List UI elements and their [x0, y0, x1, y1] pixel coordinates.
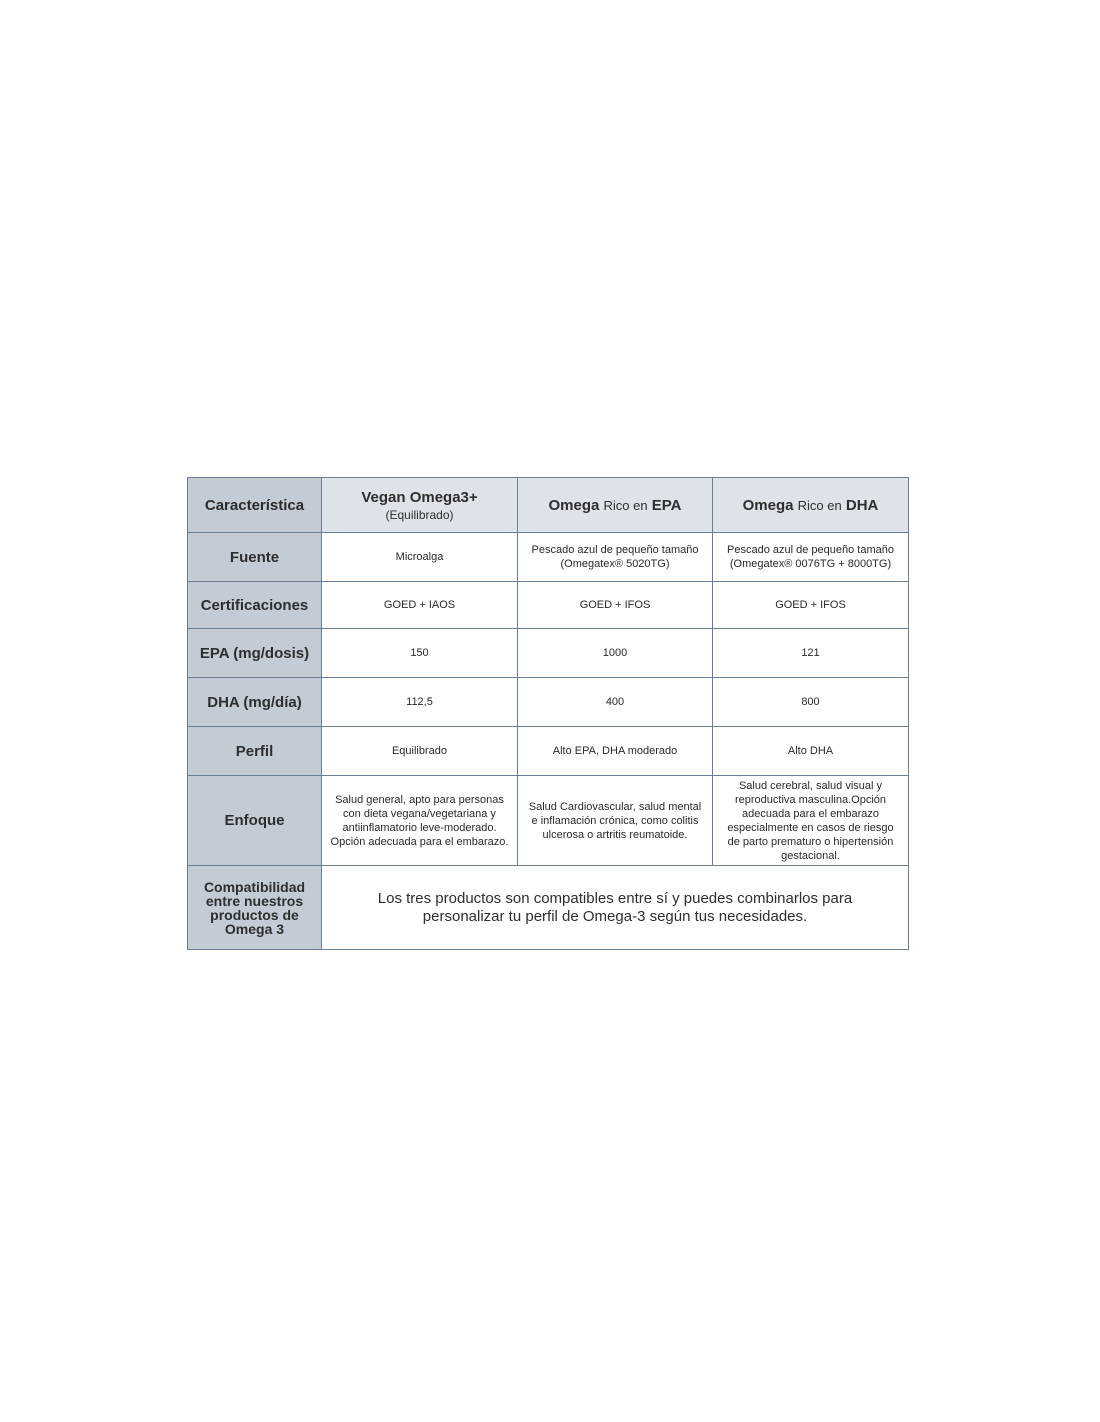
row-label: Fuente: [188, 533, 322, 582]
header-row: [188, 478, 909, 533]
cell-epa: GOED + IFOS: [518, 582, 713, 629]
row-certificaciones: [188, 582, 909, 629]
cell-vegan: 150: [322, 629, 518, 678]
row-perfil: [188, 727, 909, 776]
cell-epa: Salud Cardiovascular, salud mental e inflamación crónica, como colitis ulcerosa o artritis reumatoide.: [518, 776, 713, 866]
header-dha-tail: DHA: [845, 496, 879, 514]
header-vegan-sub: (Equilibrado): [385, 507, 454, 522]
cell-epa: 1000: [518, 629, 713, 678]
row-label: Enfoque: [188, 776, 322, 866]
cell-epa: Pescado azul de pequeño tamaño (Omegatex® 5020TG): [518, 533, 713, 582]
cell-dha: 121: [713, 629, 909, 678]
cell-dha: 800: [713, 678, 909, 727]
cell-epa: Alto EPA, DHA moderado: [518, 727, 713, 776]
header-dha-brand: Omega: [742, 496, 794, 514]
cell-vegan: 112,5: [322, 678, 518, 727]
header-epa-tail: EPA: [651, 496, 682, 514]
cell-dha: Pescado azul de pequeño tamaño (Omegatex® 0076TG + 8000TG): [713, 533, 909, 582]
row-dha: [188, 678, 909, 727]
cell-dha: Salud cerebral, salud visual y reproductiva masculina.Opción adecuada para el embarazo especialmente en casos de riesgo de parto prematuro o hipertensión gestacional.: [713, 776, 909, 866]
header-dha-mid: Rico en: [797, 497, 842, 513]
header-vegan-omega: [322, 478, 518, 533]
row-compatibilidad: [188, 866, 909, 950]
cell-vegan: GOED + IAOS: [322, 582, 518, 629]
header-epa-mid: Rico en: [603, 497, 648, 513]
header-omega-epa: [518, 478, 713, 533]
row-label: Certificaciones: [188, 582, 322, 629]
row-fuente: [188, 533, 909, 582]
header-vegan-name: Vegan Omega3+: [361, 488, 478, 506]
row-label: DHA (mg/día): [188, 678, 322, 727]
header-epa-brand: Omega: [548, 496, 600, 514]
row-enfoque: [188, 776, 909, 866]
header-omega-dha: [713, 478, 909, 533]
cell-vegan: Salud general, apto para personas con dieta vegana/vegetariana y antiinflamatorio leve-moderado. Opción adecuada para el embarazo.: [322, 776, 518, 866]
cell-vegan: Equilibrado: [322, 727, 518, 776]
cell-epa: 400: [518, 678, 713, 727]
cell-dha: GOED + IFOS: [713, 582, 909, 629]
row-label: Compatibilidad entre nuestros productos de Omega 3: [188, 866, 322, 950]
comparison-table: [187, 477, 909, 950]
cell-dha: Alto DHA: [713, 727, 909, 776]
header-feature: Característica: [188, 478, 322, 533]
cell-vegan: Microalga: [322, 533, 518, 582]
row-label: EPA (mg/dosis): [188, 629, 322, 678]
row-epa: [188, 629, 909, 678]
compat-text: Los tres productos son compatibles entre sí y puedes combinarlos para personalizar tu perfil de Omega-3 según tus necesidades.: [322, 866, 909, 950]
row-label: Perfil: [188, 727, 322, 776]
